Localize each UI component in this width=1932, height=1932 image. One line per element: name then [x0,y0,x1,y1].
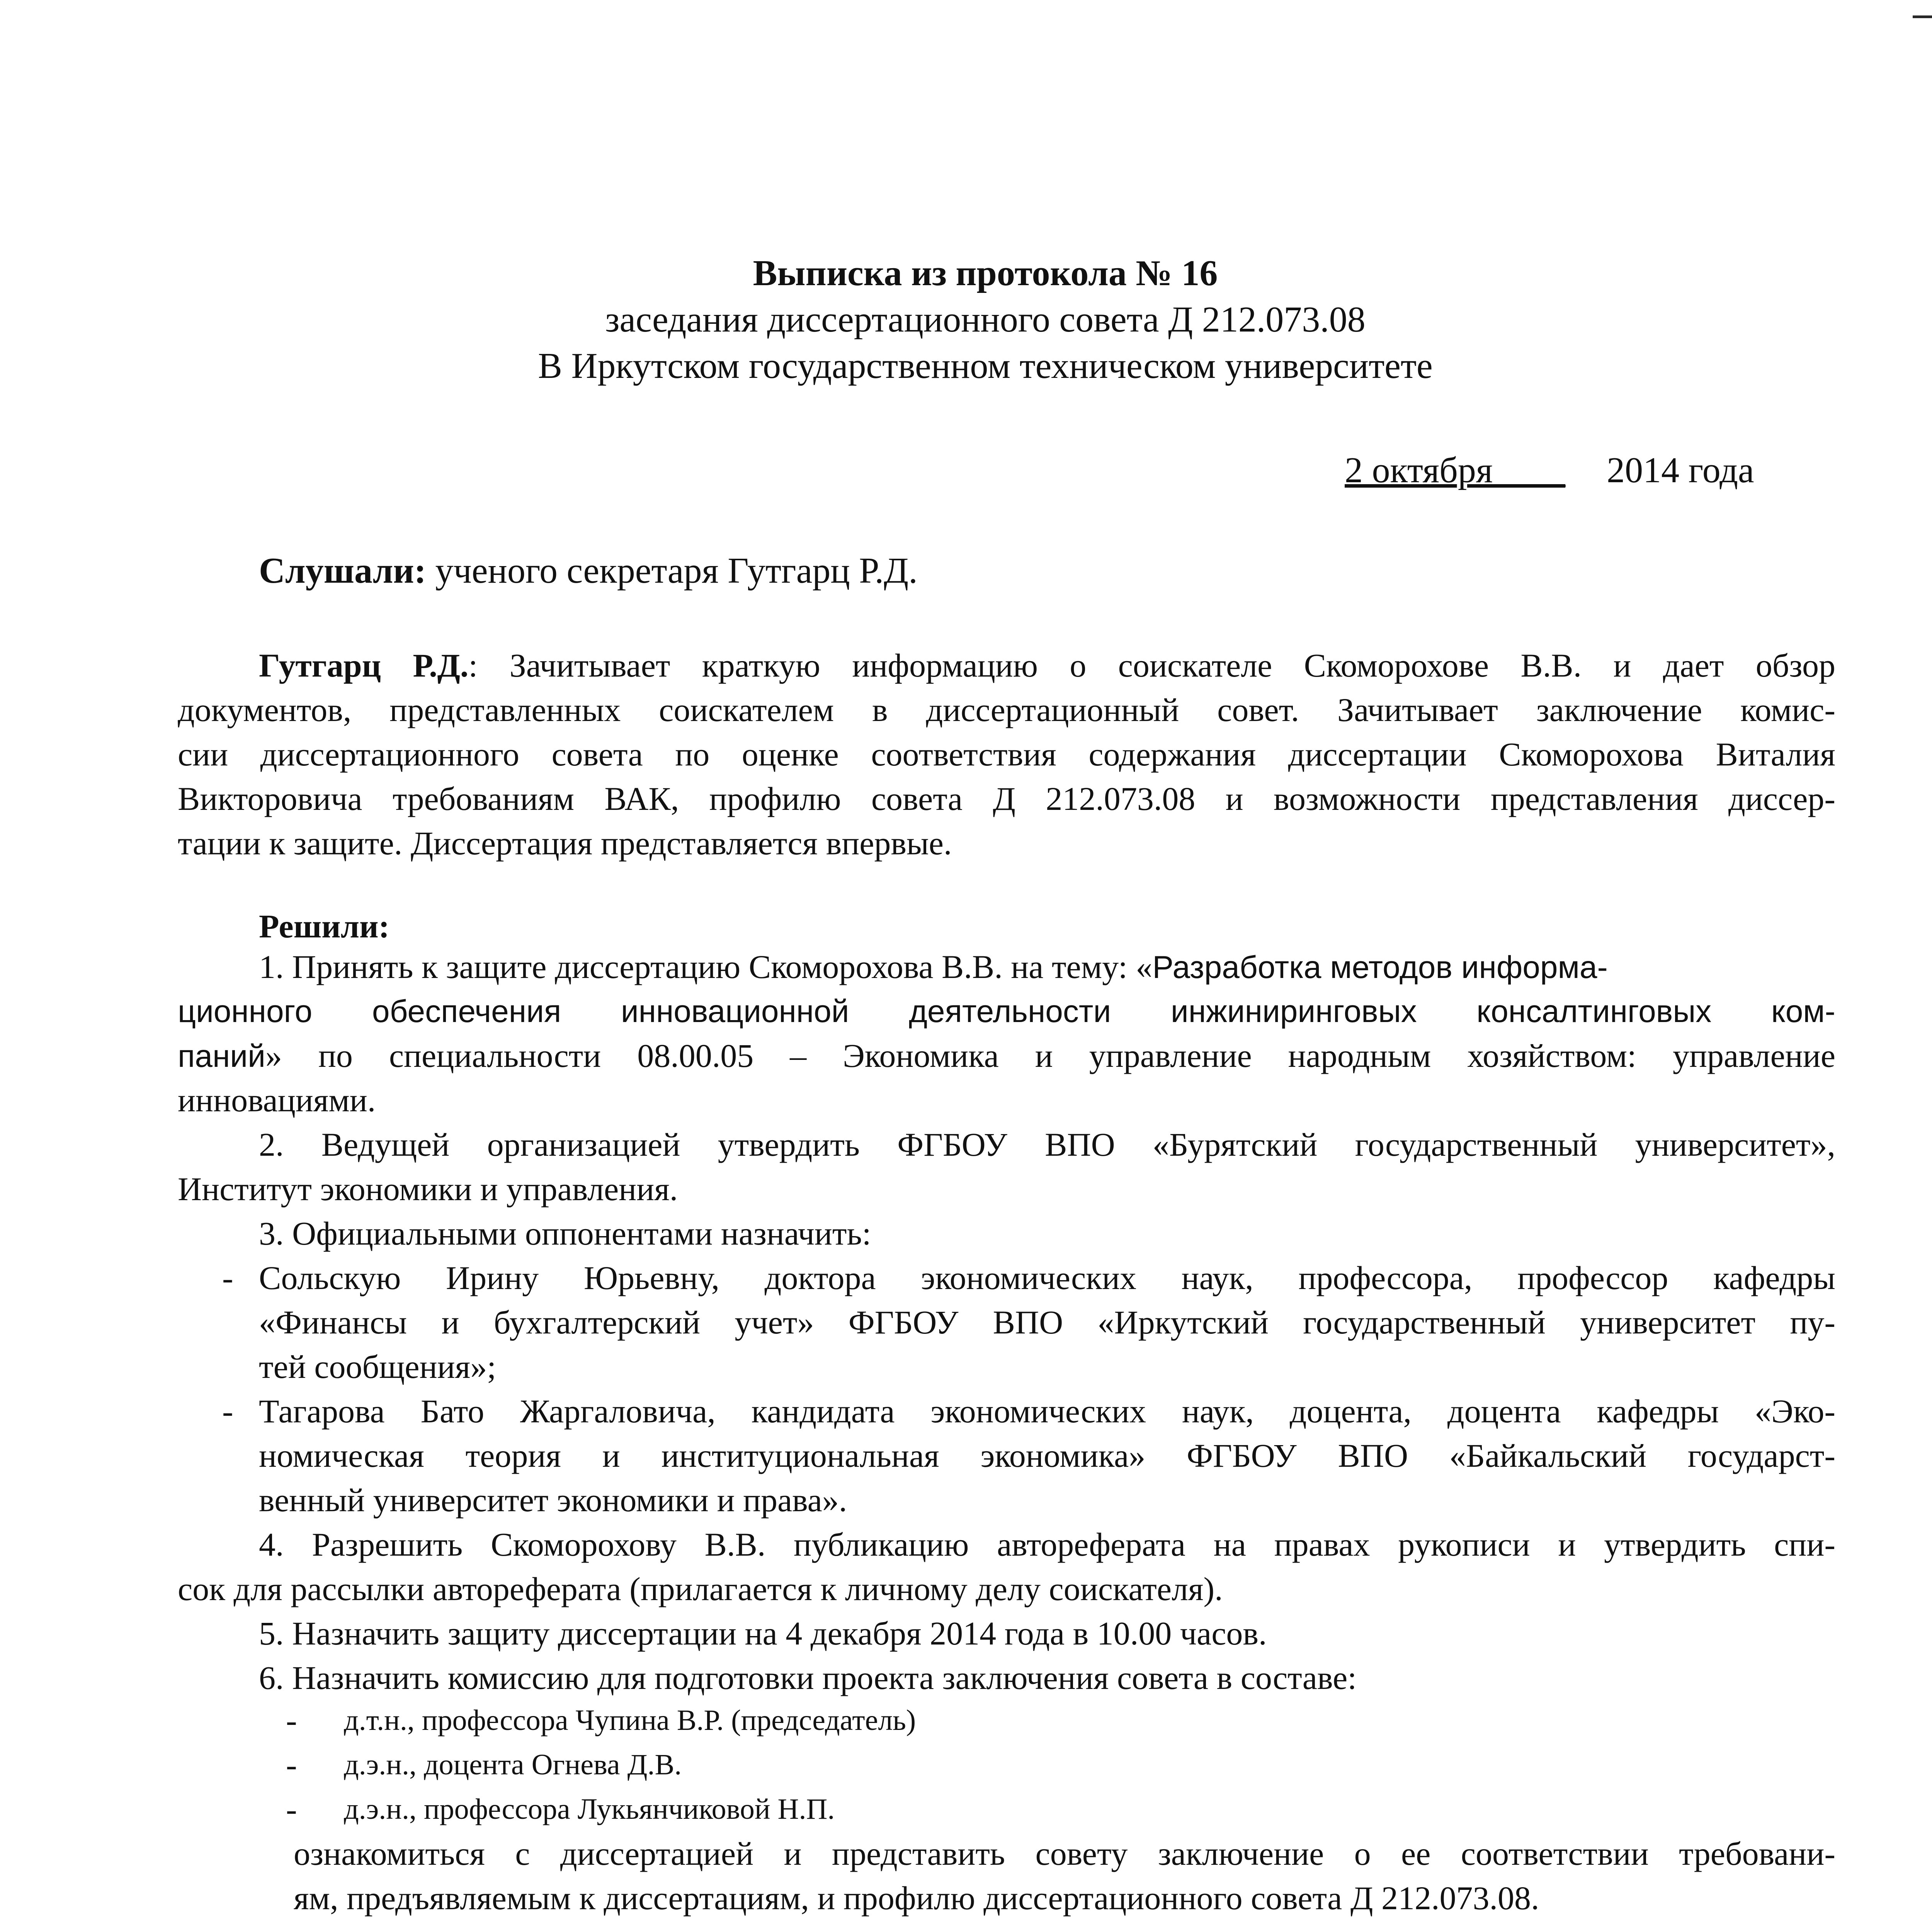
dissertation-topic-a: Разработка методов информа- [1152,950,1608,985]
report-name: Гутгарц Р.Д. [259,647,469,684]
dissertation-topic-c: паний [178,1039,265,1074]
decided-label: Решили: [259,908,390,945]
bullet-dash: - [222,1393,233,1430]
heard-line [259,549,918,593]
report-line-4: Викторовича требованиям ВАК, профилю совета Д 212.073.08 и возможности представления диссер- [178,780,1835,817]
item-1-line-4: инновациями. [178,1082,376,1119]
opponent-1-line-1: Сольскую Ирину Юрьевну, доктора экономических наук, профессора, профессор кафедры [259,1259,1835,1296]
opponent-2-line-1: Тагарова Бато Жаргаловича, кандидата экономических наук, доцента, доцента кафедры «Эко- [259,1393,1835,1430]
heard-text: ученого секретаря Гутгарц Р.Д. [435,551,918,591]
item-5: 5. Назначить защиту диссертации на 4 декабря 2014 года в 10.00 часов. [259,1615,1267,1652]
commission-task-line-2: ям, предъявляемым к диссертациям, и профилю диссертационного совета Д 212.073.08. [294,1879,1539,1917]
commission-task-line-1: ознакомиться с диссертацией и представить совету заключение о ее соответствии требовани- [294,1835,1835,1872]
bullet-dash: - [286,1746,297,1783]
item-2-line-2: Институт экономики и управления. [178,1170,678,1208]
scan-border-top [1913,15,1932,18]
university-line: В Иркутском государственном техническом университете [538,346,1433,386]
report-line-1: Гутгарц Р.Д.: Зачитывает краткую информацию о соискателе Скоморохове В.В. и дает обзор [259,647,1835,684]
report-line-3: сии диссертационного совета по оценке соответствия содержания диссертации Скоморохова Виталия [178,736,1835,773]
item-6: 6. Назначить комиссию для подготовки проекта заключения совета в составе: [259,1659,1357,1696]
council-line: заседания диссертационного совета Д 212.073.08 [605,299,1366,340]
heard-label: Слушали: [259,551,427,591]
commission-member-3: д.э.н., профессора Лукьянчиковой Н.П. [344,1793,835,1825]
date-year: 2014 года [1607,450,1754,490]
report-line-5: тации к защите. Диссертация представляется впервые. [178,825,952,862]
document-title: Выписка из протокола № 16 [753,253,1218,293]
item-1-line-3: паний» по специальности 08.00.05 – Экономика и управление народным хозяйством: управление [178,1037,1835,1074]
item-2-line-1: 2. Ведущей организацией утвердить ФГБОУ ВПО «Бурятский государственный университет», [259,1126,1835,1163]
commission-member-2: д.э.н., доцента Огнева Д.В. [344,1748,682,1781]
dissertation-topic-b: ционного обеспечения инновационной деятельности инжиниринговых консалтинговых ком- [178,994,1835,1029]
commission-member-1: д.т.н., профессора Чупина В.Р. (председатель) [344,1704,916,1736]
bullet-dash: - [222,1259,233,1296]
opponent-2-line-2: номическая теория и институциональная экономика» ФГБОУ ВПО «Байкальский государст- [259,1437,1835,1474]
bullet-dash: - [286,1791,297,1828]
bullet-dash: - [286,1702,297,1739]
item-4-line-1: 4. Разрешить Скоморохову В.В. публикацию автореферата на правах рукописи и утвердить спи- [259,1526,1835,1563]
item-4-line-2: сок для рассылки автореферата (прилагается к личному делу соискателя). [178,1570,1223,1607]
item-1-line-1: 1. Принять к защите диссертацию Скоморохова В.В. на тему: «Разработка методов информа- [259,948,1608,985]
opponent-1-line-3: тей сообщения»; [259,1348,497,1385]
date-day-month: 2 октября____ [1345,450,1566,490]
opponent-2-line-3: венный университет экономики и права». [259,1481,847,1519]
opponent-1-line-2: «Финансы и бухгалтерский учет» ФГБОУ ВПО «Иркутский государственный университет пу- [259,1304,1835,1341]
meeting-date [1345,448,1754,493]
report-line-2: документов, представленных соискателем в диссертационный совет. Зачитывает заключение комис- [178,691,1835,728]
item-3: 3. Официальными оппонентами назначить: [259,1215,871,1252]
